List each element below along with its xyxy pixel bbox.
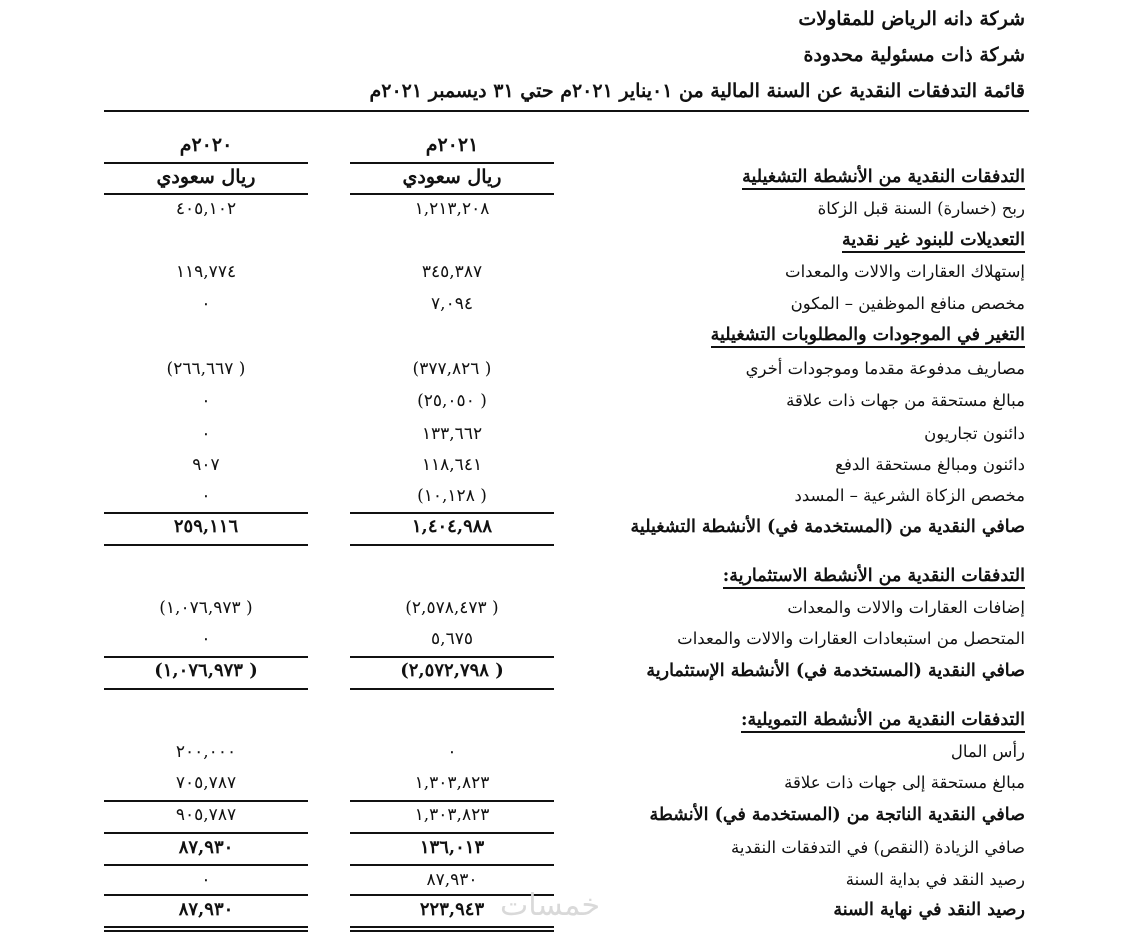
section-financing: التدفقات النقدية من الأنشطة التمويلية:: [741, 709, 1025, 731]
section-working-capital: التغير في الموجودات والمطلوبات التشغيلية: [711, 324, 1025, 346]
row-profit-2020: ٤٠٥,١٠٢: [175, 199, 237, 219]
row-ppe-disposals-2020: ٠: [201, 629, 211, 649]
row-eosb-2020: ٠: [201, 294, 211, 314]
row-net-investing-2021: ( ٢,٥٧٢,٧٩٨): [400, 660, 504, 681]
section-investing: التدفقات النقدية من الأنشطة الاستثمارية:: [723, 565, 1025, 587]
rule-closing-double-a-2020: [104, 926, 308, 928]
rule-change-2020: [104, 864, 308, 866]
row-related-fin-label: مبالغ مستحقة إلى جهات ذات علاقة: [784, 773, 1025, 792]
row-related-due-2021: ( ٢٥,٠٥٠): [417, 391, 487, 411]
row-zakat-label: مخصص الزكاة الشرعية – المسدد: [794, 486, 1025, 505]
row-prepaid-label: مصاريف مدفوعة مقدما وموجودات أخري: [745, 359, 1025, 378]
row-ppe-disposals-label: المتحصل من استبعادات العقارات والالات والمعدات: [677, 629, 1025, 648]
row-depreciation-2021: ٣٤٥,٣٨٧: [421, 262, 483, 282]
rule-financing-top-2021: [350, 800, 554, 802]
rule-closing-double-a-2021: [350, 926, 554, 928]
row-trade-payables-2020: ٠: [201, 424, 211, 444]
row-net-change-label: صافي الزيادة (النقص) في التدفقات النقدية: [731, 838, 1025, 857]
row-ppe-additions-2020: ( ١,٠٧٦,٩٧٣): [159, 598, 253, 618]
row-eosb-label: مخصص منافع الموظفين – المكون: [790, 294, 1025, 313]
row-related-fin-2021: ١,٣٠٣,٨٢٣: [414, 773, 490, 793]
rule-operating-top-2021: [350, 512, 554, 514]
row-net-financing-2021: ١,٣٠٣,٨٢٣: [414, 805, 490, 825]
rule-investing-top-2021: [350, 656, 554, 658]
row-net-financing-2020: ٩٠٥,٧٨٧: [175, 805, 237, 825]
rule-operating-bottom-2020: [104, 544, 308, 546]
row-related-due-label: مبالغ مستحقة من جهات ذات علاقة: [786, 391, 1025, 410]
col-year-2021: ٢٠٢١م: [425, 134, 479, 156]
row-ppe-additions-2021: ( ٢,٥٧٨,٤٧٣): [405, 598, 499, 618]
row-net-operating-2021: ١,٤٠٤,٩٨٨: [411, 516, 493, 537]
row-zakat-2020: ٠: [201, 486, 211, 506]
row-opening-cash-label: رصيد النقد في بداية السنة: [845, 870, 1025, 889]
row-capital-2021: ٠: [447, 742, 457, 762]
watermark-logo: خمسات: [500, 888, 601, 923]
row-ppe-additions-label: إضافات العقارات والالات والمعدات: [787, 598, 1025, 617]
row-opening-cash-2020: ٠: [201, 870, 211, 890]
col-rule-2020-b: [104, 193, 308, 195]
row-closing-cash-2021: ٢٢٣,٩٤٣: [419, 899, 485, 920]
row-capital-label: رأس المال: [950, 742, 1025, 761]
rule-investing-bottom-2021: [350, 688, 554, 690]
rule-operating-top-2020: [104, 512, 308, 514]
col-rule-2021: [350, 162, 554, 164]
rule-operating-bottom-2021: [350, 544, 554, 546]
rule-closing-top-2020: [104, 894, 308, 896]
section-operating: التدفقات النقدية من الأنشطة التشغيلية: [742, 166, 1025, 188]
row-closing-cash-label: رصيد النقد في نهاية السنة: [833, 900, 1025, 920]
company-type: شركة ذات مسئولية محدودة: [803, 44, 1025, 66]
row-net-change-2020: ٨٧,٩٣٠: [178, 837, 234, 858]
row-ppe-disposals-2021: ٥,٦٧٥: [431, 629, 473, 649]
rule-change-2021: [350, 864, 554, 866]
row-accrued-label: دائنون ومبالغ مستحقة الدفع: [835, 455, 1025, 474]
statement-title: قائمة التدفقات النقدية عن السنة المالية من ٠١يناير ٢٠٢١م حتي ٣١ ديسمبر ٢٠٢١م: [369, 80, 1025, 102]
row-opening-cash-2021: ٨٧,٩٣٠: [426, 870, 478, 890]
rule-financing-top-2020: [104, 800, 308, 802]
rule-investing-top-2020: [104, 656, 308, 658]
header-rule: [104, 110, 1029, 112]
col-rule-2021-b: [350, 193, 554, 195]
col-rule-2020: [104, 162, 308, 164]
row-depreciation-label: إستهلاك العقارات والالات والمعدات: [785, 262, 1025, 281]
rule-financing-bottom-2021: [350, 832, 554, 834]
row-profit-2021: ١,٢١٣,٢٠٨: [414, 199, 490, 219]
col-year-2020: ٢٠٢٠م: [179, 134, 233, 156]
row-closing-cash-2020: ٨٧,٩٣٠: [178, 899, 234, 920]
row-prepaid-2021: ( ٣٧٧,٨٢٦): [412, 359, 492, 379]
col-currency-2020: ريال سعودي: [156, 166, 256, 188]
row-accrued-2020: ٩٠٧: [192, 455, 220, 475]
row-prepaid-2020: ( ٢٦٦,٦٦٧): [166, 359, 246, 379]
rule-financing-bottom-2020: [104, 832, 308, 834]
row-net-operating-2020: ٢٥٩,١١٦: [173, 516, 239, 537]
row-capital-2020: ٢٠٠,٠٠٠: [175, 742, 237, 762]
col-currency-2021: ريال سعودي: [402, 166, 502, 188]
rule-closing-double-b-2021: [350, 930, 554, 932]
row-eosb-2021: ٧,٠٩٤: [431, 294, 473, 314]
row-profit-label: ربح (خسارة) السنة قبل الزكاة: [817, 199, 1025, 218]
company-name: شركة دانه الرياض للمقاولات: [798, 8, 1025, 30]
section-noncash: التعديلات للبنود غير نقدية: [842, 229, 1025, 251]
row-net-operating-label: صافي النقدية من (المستخدمة في) الأنشطة التشغيلية: [630, 517, 1025, 537]
row-net-investing-2020: ( ١,٠٧٦,٩٧٣): [154, 660, 258, 681]
row-depreciation-2020: ١١٩,٧٧٤: [175, 262, 237, 282]
row-trade-payables-label: دائنون تجاريون: [924, 424, 1025, 443]
row-related-due-2020: ٠: [201, 391, 211, 411]
row-net-investing-label: صافي النقدية (المستخدمة في) الأنشطة الإستثمارية: [646, 661, 1025, 681]
rule-closing-double-b-2020: [104, 930, 308, 932]
row-net-change-2021: ١٣٦,٠١٣: [419, 837, 485, 858]
rule-investing-bottom-2020: [104, 688, 308, 690]
row-net-financing-label: صافي النقدية الناتجة من (المستخدمة في) الأنشطة: [649, 805, 1025, 825]
row-accrued-2021: ١١٨,٦٤١: [421, 455, 483, 475]
row-related-fin-2020: ٧٠٥,٧٨٧: [175, 773, 237, 793]
row-trade-payables-2021: ١٣٣,٦٦٢: [421, 424, 483, 444]
row-zakat-2021: ( ١٠,١٢٨): [417, 486, 487, 506]
